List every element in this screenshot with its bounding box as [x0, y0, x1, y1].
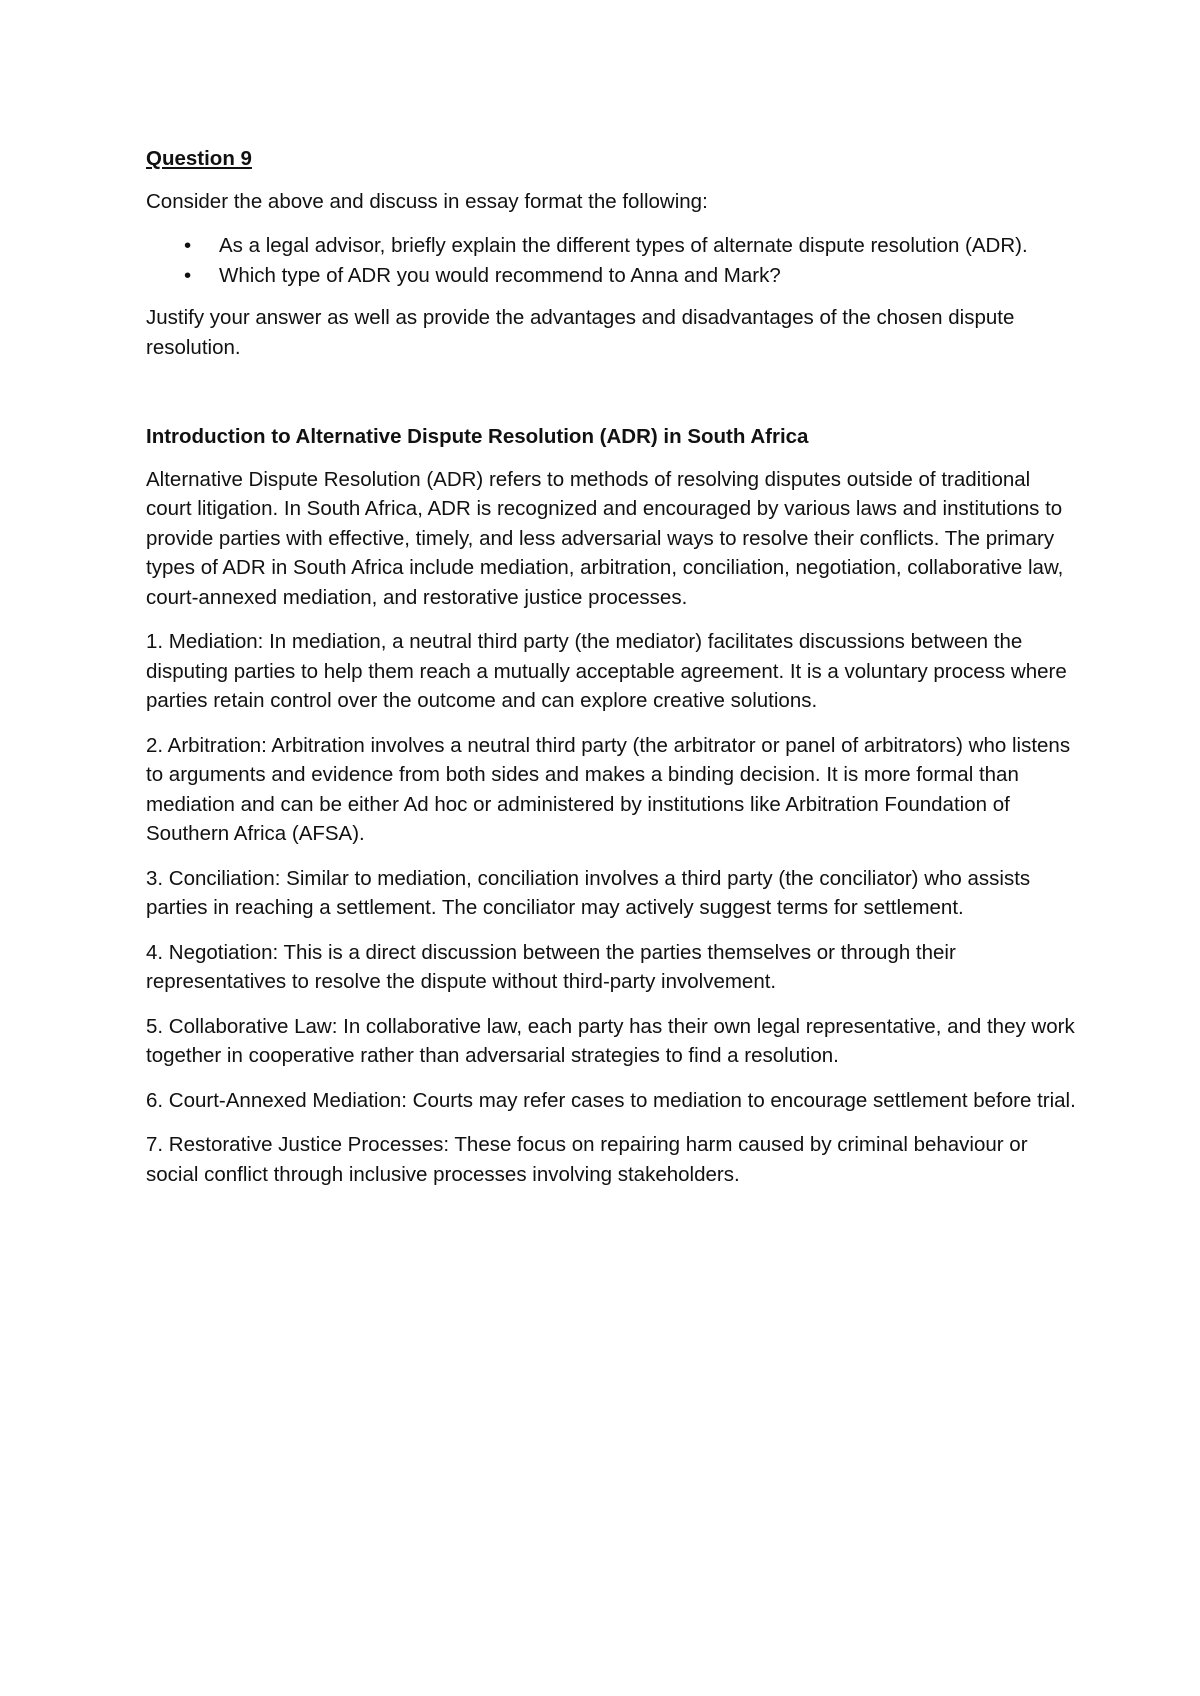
bullet-dot-icon: •	[184, 234, 192, 257]
question-bullet-item	[146, 261, 1076, 291]
question-intro: Consider the above and discuss in essay format the following:	[146, 189, 708, 213]
adr-type-negotiation: 4. Negotiation: This is a direct discussion between the parties themselves or through their representatives to resolve the dispute without third-party involvement.	[146, 940, 956, 993]
question-justify: Justify your answer as well as provide the advantages and disadvantages of the chosen dispute resolution.	[146, 306, 1015, 359]
adr-type-conciliation: 3. Conciliation: Similar to mediation, conciliation involves a third party (the conciliator) who assists parties in reaching a settlement. The conciliator may actively suggest terms for settlement.	[146, 866, 1031, 919]
adr-type-court-annexed-mediation: 6. Court-Annexed Mediation: Courts may refer cases to mediation to encourage settlement before trial.	[146, 1088, 1076, 1112]
section-intro-paragraph: Alternative Dispute Resolution (ADR) refers to methods of resolving disputes outside of traditional court litigation. In South Africa, ADR is recognized and encouraged by various laws and institutions to provide parties with effective, timely, and less adversarial ways to resolve their conflicts. The primary types of ADR in South Africa include mediation, arbitration, conciliation, negotiation, collaborative law, court-annexed mediation, and restorative justice processes.	[146, 467, 1064, 609]
adr-type-arbitration: 2. Arbitration: Arbitration involves a neutral third party (the arbitrator or panel of arbitrators) who listens to arguments and evidence from both sides and makes a binding decision. It is more formal than mediation and can be either Ad hoc or administered by institutions like Arbitration Foundation of Southern Africa (AFSA).	[146, 733, 1071, 845]
question-bullet-text: As a legal advisor, briefly explain the different types of alternate dispute resolution (ADR).	[219, 234, 1028, 257]
section-heading: Introduction to Alternative Dispute Resolution (ADR) in South Africa	[146, 425, 809, 448]
adr-type-mediation: 1. Mediation: In mediation, a neutral third party (the mediator) facilitates discussions between the disputing parties to help them reach a mutually acceptable agreement. It is a voluntary process where parties retain control over the outcome and can explore creative solutions.	[146, 630, 1067, 712]
document-body	[146, 144, 1076, 1204]
adr-type-restorative-justice: 7. Restorative Justice Processes: These focus on repairing harm caused by criminal behaviour or social conflict through inclusive processes involving stakeholders.	[146, 1133, 1028, 1186]
question-bullet-text: Which type of ADR you would recommend to Anna and Mark?	[219, 263, 781, 287]
question-title: Question 9	[146, 147, 252, 170]
question-bullet-list	[146, 231, 1076, 290]
adr-type-collaborative-law: 5. Collaborative Law: In collaborative law, each party has their own legal representative, and they work together in cooperative rather than adversarial strategies to find a resolution.	[146, 1014, 1075, 1067]
question-bullet-item	[146, 231, 1076, 261]
section-spacer	[146, 377, 1076, 422]
bullet-dot-icon: •	[184, 263, 192, 287]
